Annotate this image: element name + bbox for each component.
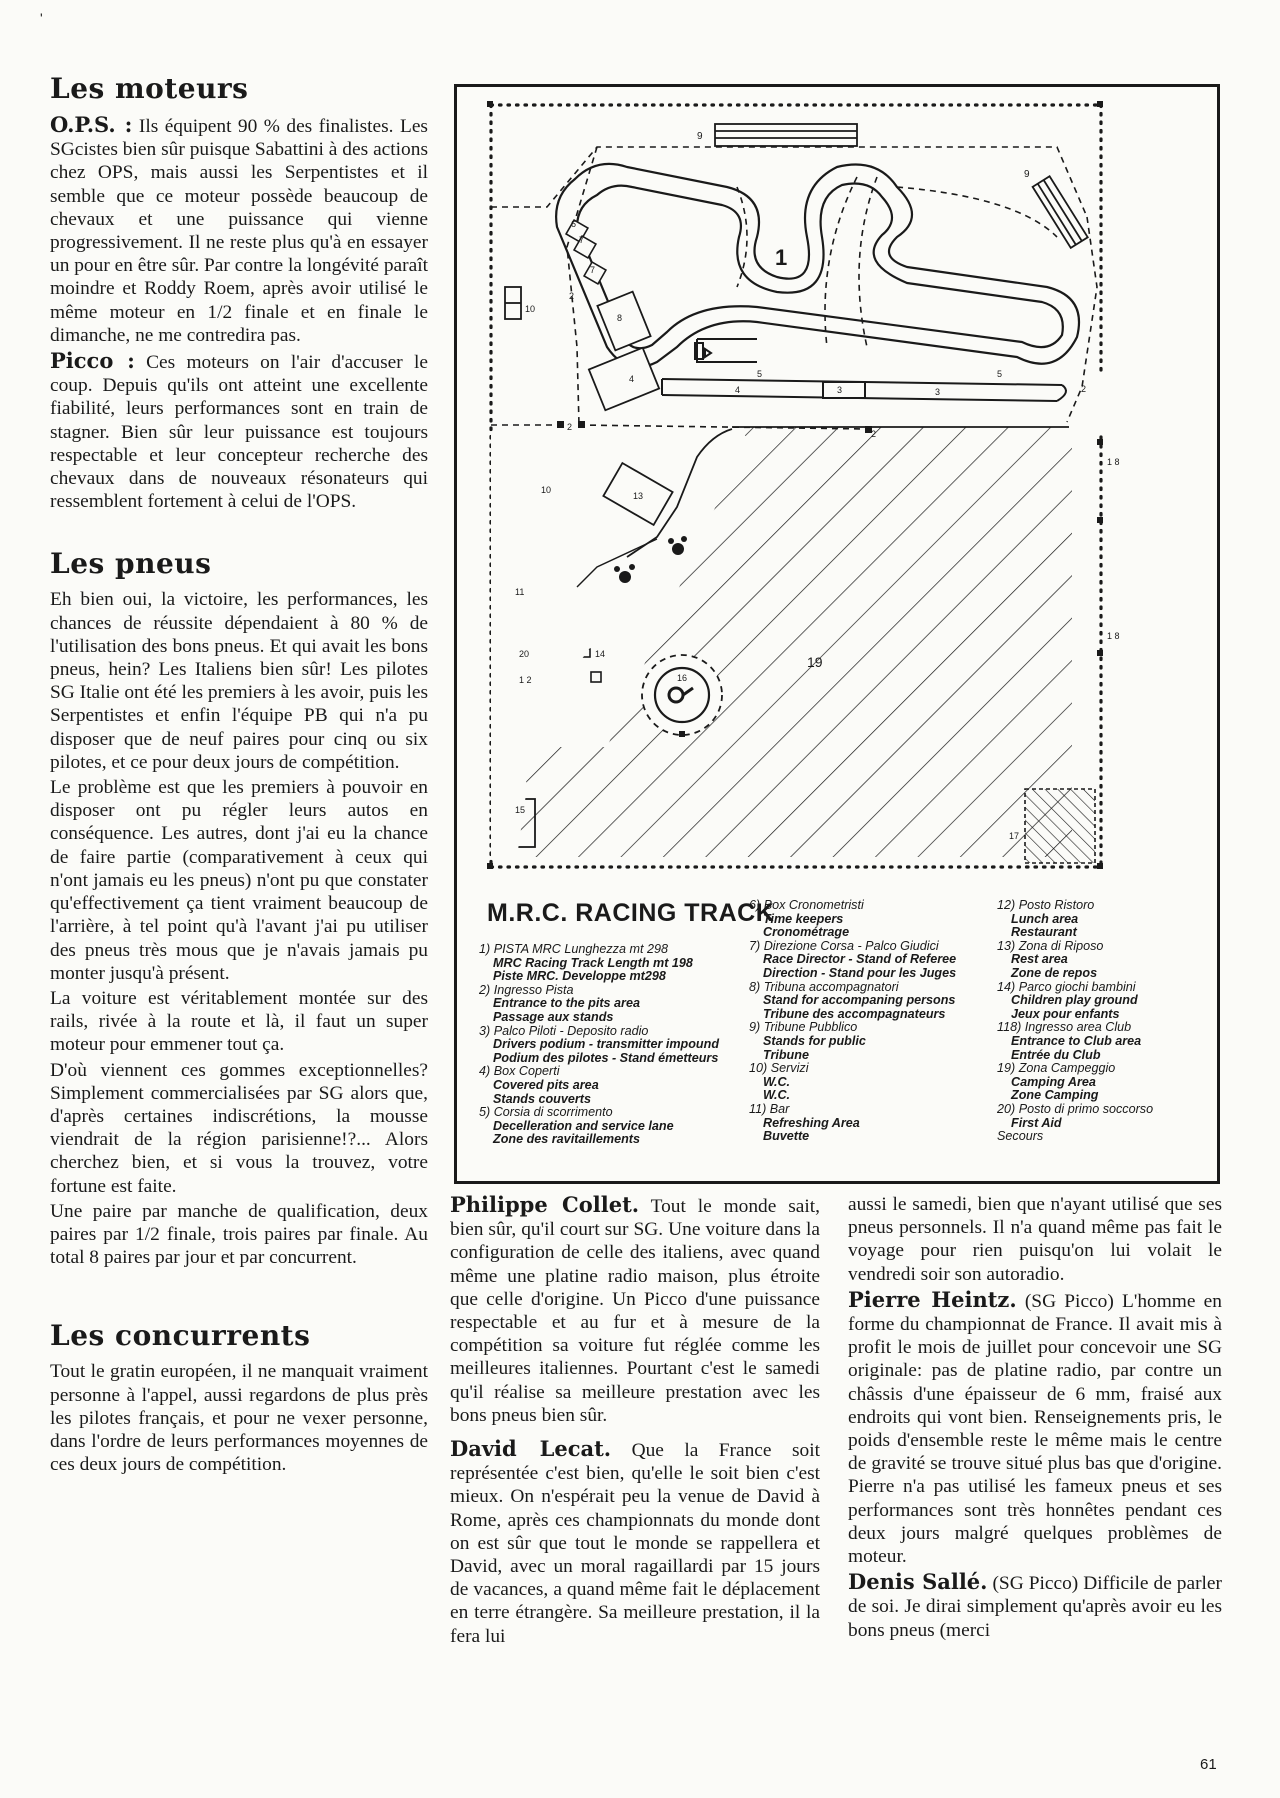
paragraph-lecat bbox=[450, 1437, 820, 1648]
paragraph-pneus-3: La voiture est véritablement montée sur des rails, rivée à la route et là, il faut un super moteur pour emmener tout ça. bbox=[50, 987, 428, 1056]
legend-sub: Restaurant bbox=[1011, 925, 1077, 940]
label-3: 3 bbox=[837, 385, 843, 395]
paragraph-pneus-4: D'où viennent ces gommes exceptionnelles? Simplement commercialisées par SG alors que, d'après certaines indiscrétions, la mousse viendrait de la région parisienne!?... Alors cherchez bien, et si vous la trouvez, votre fortune est faite. bbox=[50, 1059, 428, 1197]
label-9a: 9 bbox=[697, 131, 703, 142]
label-20: 20 bbox=[519, 649, 530, 659]
lead-collet: Philippe Collet. bbox=[450, 1192, 640, 1217]
paragraph-salle bbox=[848, 1570, 1222, 1642]
paragraph-collet bbox=[450, 1193, 820, 1427]
page-number: 61 bbox=[1200, 1756, 1217, 1773]
wc-top bbox=[505, 287, 521, 319]
corner-mark: ' bbox=[40, 10, 43, 26]
legend-sub: Camping Area bbox=[1011, 1074, 1096, 1089]
legend-sub: Covered pits area bbox=[493, 1077, 599, 1092]
legend-sub: Rest area bbox=[1011, 952, 1068, 967]
legend-sub: Race Director - Stand of Referee bbox=[763, 952, 957, 967]
label-2b: 2 bbox=[567, 422, 573, 432]
legend-sub: Lunch area bbox=[1011, 911, 1079, 926]
lead-heintz: Pierre Heintz. bbox=[848, 1286, 1017, 1312]
public-stand-top bbox=[715, 124, 857, 146]
legend-sub: Zone de repos bbox=[1011, 965, 1098, 980]
label-2d: 2 bbox=[1081, 384, 1087, 394]
label-8: 8 bbox=[617, 313, 623, 323]
paragraph-pneus-2: Le problème est que les premiers à pouvoir en disposer ont pu régler leurs autos en conséquence. Les autres, dont j'ai eu la chance de faire partie (comparativement à ceux qui n'ont jamais eu les pneus) n'ont pu que constater qu'effectivement ça tient vraiment beaucoup de l'arrière, à tel point qu'à l'avant j'ai pu utiliser des pneus très mous que je n'avais jamais pu monter jusqu'à présent. bbox=[50, 777, 428, 984]
legend-item-10: 10) Servizi bbox=[749, 1061, 809, 1076]
legend-sub: Children play ground bbox=[1011, 993, 1138, 1008]
legend-item-secours: Secours bbox=[997, 1129, 1044, 1144]
label-19: 19 bbox=[807, 654, 823, 670]
legend-title: M.R.C. RACING TRACK bbox=[487, 899, 775, 927]
legend-sub: Zone Camping bbox=[1011, 1088, 1099, 1103]
heading-pneus: Les pneus bbox=[50, 547, 212, 581]
legend-item-8: 8) Tribuna accompagnatori bbox=[749, 979, 899, 994]
covered-pits bbox=[589, 348, 659, 411]
legend-sub: Cronométrage bbox=[763, 925, 850, 940]
legend-sub: W.C. bbox=[763, 1088, 791, 1103]
right-column bbox=[848, 1193, 1222, 1644]
heading-moteurs: Les moteurs bbox=[50, 72, 249, 105]
legend-sub: Jeux pour enfants bbox=[1011, 1006, 1120, 1021]
legend-item-13: 13) Zona di Riposo bbox=[997, 938, 1104, 953]
left-column bbox=[50, 72, 428, 1478]
label-18b: 1 8 bbox=[1107, 631, 1120, 641]
lead-picco: Picco : bbox=[50, 348, 135, 374]
paragraph-lecat-cont: aussi le samedi, bien que n'ayant utilisé que ses pneus personnels. Il n'a quand même pas fait le voyage pour rien puisqu'on lui volait le vendredi soir son autoradio. bbox=[848, 1194, 1222, 1285]
legend-item-6: 6) Box Cronometristi bbox=[749, 898, 864, 912]
label-11: 11 bbox=[515, 587, 525, 597]
label-13: 13 bbox=[633, 491, 644, 501]
legend-sub: Passage aux stands bbox=[493, 1009, 614, 1024]
label-7a: 7 bbox=[579, 235, 585, 245]
label-15: 15 bbox=[515, 805, 526, 815]
legend-col-3 bbox=[997, 899, 1197, 1144]
track-map bbox=[457, 87, 1217, 887]
legend-sub: Podium des pilotes - Stand émetteurs bbox=[493, 1050, 719, 1065]
label-9b: 9 bbox=[1024, 169, 1030, 180]
label-17: 17 bbox=[1009, 831, 1020, 841]
legend-item-2: 2) Ingresso Pista bbox=[479, 982, 574, 997]
legend-col-2 bbox=[749, 899, 979, 1144]
legend-item-18: 118) Ingresso area Club bbox=[997, 1020, 1132, 1035]
legend-sub: MRC Racing Track Length mt 198 bbox=[493, 955, 693, 970]
legend-sub: Tribune bbox=[763, 1047, 809, 1062]
text-salle: (SG Picco) Difficile de parler de soi. Je dirai simplement qu'après avoir eu les bons pneus (merci bbox=[848, 1573, 1222, 1641]
label-2c: 2 bbox=[871, 429, 877, 439]
paragraph-heintz bbox=[848, 1288, 1222, 1568]
middle-column bbox=[450, 1193, 820, 1650]
label-3b: 3 bbox=[935, 387, 941, 397]
text-collet: Tout le monde sait, bien sûr, qu'il court sur SG. Une voiture dans la configuration de celle des italiens, avec quand même une platine radio maison, plus étroite que celle d'origine. Un Picco d'une puissance respectable et au fur et à mesure de la compétition sa voiture fut réglée comme les meilleures italiennes. Pourtant c'est le samedi qu'il réalise sa meilleure prestation avec les bons pneus bien sûr. bbox=[450, 1196, 820, 1426]
legend-sub: Piste MRC. Developpe mt298 bbox=[493, 969, 666, 984]
map-legend bbox=[479, 899, 1199, 1169]
legend-sub: W.C. bbox=[763, 1074, 791, 1089]
lead-lecat: David Lecat. bbox=[450, 1436, 612, 1462]
legend-sub: Stands for public bbox=[763, 1033, 866, 1048]
text-lecat: Que la France soit représentée c'est bien, qu'elle le soit bien c'est mieux. On n'espérait peu la venue de David à Rome, après ces championnats du monde dont on est sûr que tout le monde se rappellera et David, avec un moral ragaillardi par 15 jours de vacances, a quand même fait le déplacement en terre étrangère. Sa meilleure prestation, il la fera lui bbox=[450, 1440, 820, 1647]
legend-item-4: 4) Box Coperti bbox=[479, 1064, 560, 1079]
label-6: 6 bbox=[571, 219, 577, 229]
legend-item-14: 14) Parco giochi bambini bbox=[997, 979, 1136, 994]
legend-sub: Time keepers bbox=[763, 911, 844, 926]
legend-sub: Decelleration and service lane bbox=[493, 1118, 674, 1133]
lead-ops: O.P.S. : bbox=[50, 112, 133, 137]
legend-sub: Entrance to the pits area bbox=[493, 996, 640, 1011]
label-14: 14 bbox=[595, 649, 606, 659]
legend-sub: Refreshing Area bbox=[763, 1115, 860, 1130]
public-stand-right bbox=[1033, 176, 1088, 248]
paragraph-pneus-5: Une paire par manche de qualification, deux paires par 1/2 finale, trois paires par finale. Au total 8 paires par jour et par concurrent. bbox=[50, 1200, 428, 1269]
lead-salle: Denis Sallé. bbox=[848, 1569, 988, 1595]
label-12: 1 2 bbox=[519, 675, 532, 685]
label-10b: 10 bbox=[541, 485, 552, 495]
legend-item-12: 12) Posto Ristoro bbox=[997, 898, 1095, 912]
legend-item-11: 11) Bar bbox=[749, 1101, 790, 1116]
legend-sub: Zone des ravitaillements bbox=[493, 1132, 640, 1147]
paragraph-picco bbox=[50, 349, 428, 513]
legend-sub: Stands couverts bbox=[493, 1091, 591, 1106]
legend-item-5: 5) Corsia di scorrimento bbox=[479, 1105, 613, 1120]
paragraph-ops bbox=[50, 113, 428, 347]
legend-item-3: 3) Palco Piloti - Deposito radio bbox=[479, 1023, 649, 1038]
label-4b: 4 bbox=[735, 385, 741, 395]
legend-item-19: 19) Zona Campeggio bbox=[997, 1061, 1116, 1076]
legend-item-9: 9) Tribune Pubblico bbox=[749, 1020, 858, 1035]
legend-item-1: 1) PISTA MRC Lunghezza mt 298 bbox=[479, 942, 668, 956]
label-16: 16 bbox=[677, 673, 688, 683]
legend-sub: Entrée du Club bbox=[1011, 1047, 1101, 1062]
legend-item-7: 7) Direzione Corsa - Palco Giudici bbox=[749, 938, 939, 953]
text-heintz: (SG Picco) L'homme en forme du championnat de France. Il avait mis à profit le mois de juillet pour concevoir une SG originale: pas de platine radio, par contre un châssis d'une épaisseur de 6 mm, fraisé aux endroits qui vont bien. Renseignements pris, le poids d'ensemble reste le même mais le centre de gravité se trouve situé plus bas que d'origine. Pierre n'a pas utilisé les fameux pneus et ses performances sont très honnêtes pendant ces deux jours malgré quelques problèmes de moteur. bbox=[848, 1290, 1222, 1568]
label-1: 1 bbox=[775, 245, 788, 270]
text-picco: Ces moteurs on l'air d'accuser le coup. Depuis qu'ils ont atteint une excellente fiabilité, leurs performances sont en train de stagner. Bien sûr leur puissance est toujours respectable et leur concepteur recherche des chevaux dans de nouveaux résonateurs qui ressemblent fortement à celui de l'OPS. bbox=[50, 352, 428, 513]
label-10a: 10 bbox=[525, 304, 536, 314]
track-map-frame bbox=[454, 84, 1220, 1184]
legend-sub: Tribune des accompagnateurs bbox=[763, 1006, 946, 1021]
club-area bbox=[1025, 789, 1095, 863]
legend-sub: Direction - Stand pour les Juges bbox=[763, 965, 957, 980]
legend-sub: Drivers podium - transmitter impound bbox=[493, 1037, 720, 1052]
paragraph-concurrents: Tout le gratin européen, il ne manquait vraiment personne à l'appel, aussi regardons de plus près les pilotes français, et pour ne vexer personne, dans l'ordre de leurs performances moyennes de ces deux jours de compétition. bbox=[50, 1361, 428, 1476]
legend-sub: Entrance to Club area bbox=[1011, 1033, 1142, 1048]
heading-concurrents: Les concurrents bbox=[50, 1319, 311, 1353]
paragraph-pneus-1: Eh bien oui, la victoire, les performances, les chances de réussite dépendaient à 80 % de l'utilisation des bons pneus. Et qui avait les bons pneus, hein? Les Italiens bien sûr! Les pilotes SG Italie ont été les premiers à les avoir, puis les Serpentistes et enfin l'équipe PB qui n'a pu disposer que de neuf paires pour cinq ou six pilotes, et ce pour deux jours de compétition. bbox=[50, 589, 428, 773]
legend-col-1 bbox=[479, 943, 729, 1147]
text-ops: Ils équipent 90 % des finalistes. Les SGcistes bien sûr puisque Sabattini à des actions chez OPS, mais aussi les Serpentistes et il semble que ce moteur possède beaucoup de chevaux et une puissance qui vienne progressivement. Il ne reste plus qu'à en essayer un pour en être sûr. Par contre la longévité paraît moindre et Roddy Roem, après avoir utilisé le même moteur en 1/2 finale et en finale le dimanche, ne me contredira pas. bbox=[50, 116, 428, 346]
label-18a: 1 8 bbox=[1107, 457, 1120, 467]
label-5a: 5 bbox=[757, 369, 763, 379]
legend-item-20: 20) Posto di primo soccorso bbox=[997, 1101, 1154, 1116]
legend-sub: Stand for accompaning persons bbox=[763, 993, 956, 1008]
legend-sub: Buvette bbox=[763, 1129, 810, 1144]
legend-sub: First Aid bbox=[1011, 1115, 1062, 1130]
label-7b: 7 bbox=[590, 265, 596, 275]
label-2a: 2 bbox=[569, 291, 575, 301]
label-4a: 4 bbox=[629, 374, 635, 384]
drivers-podium bbox=[823, 382, 865, 398]
label-5b: 5 bbox=[997, 369, 1003, 379]
